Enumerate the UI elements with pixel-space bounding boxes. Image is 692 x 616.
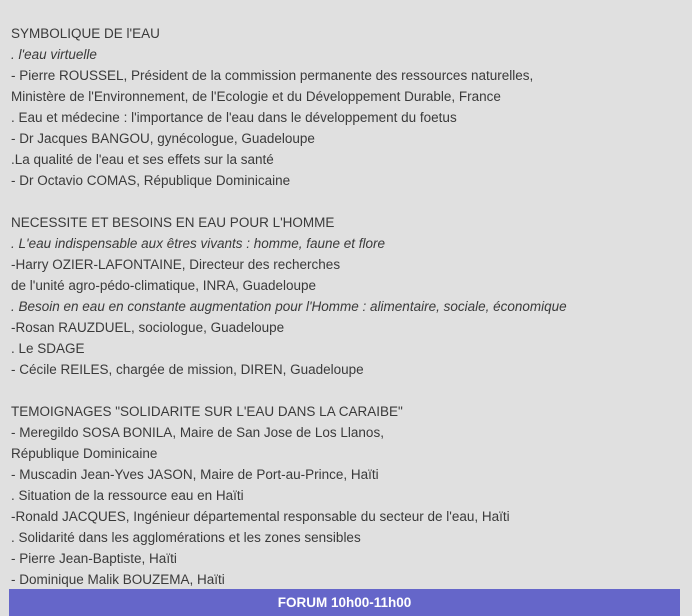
program-line: - Cécile REILES, chargée de mission, DIREN, Guadeloupe	[11, 362, 364, 377]
program-line: - Meregildo SOSA BONILA, Maire de San Jose de Los Llanos,	[11, 425, 384, 440]
section-heading: TEMOIGNAGES "SOLIDARITE SUR L'EAU DANS LA CARAIBE"	[11, 404, 403, 419]
program-line: - Pierre ROUSSEL, Président de la commission permanente des ressources naturelles,	[11, 68, 534, 83]
program-content	[11, 23, 681, 590]
program-line: - Muscadin Jean-Yves JASON, Maire de Port-au-Prince, Haïti	[11, 467, 379, 482]
program-line: . Eau et médecine : l'importance de l'eau dans le développement du foetus	[11, 110, 457, 125]
topic-line: . Besoin en eau en constante augmentation pour l'Homme : alimentaire, sociale, économique	[11, 299, 567, 314]
program-line: . Solidarité dans les agglomérations et les zones sensibles	[11, 530, 361, 545]
program-line: -Harry OZIER-LAFONTAINE, Directeur des recherches	[11, 257, 341, 272]
program-line: de l'unité agro-pédo-climatique, INRA, Guadeloupe	[11, 278, 317, 293]
program-line: -Rosan RAUZDUEL, sociologue, Guadeloupe	[11, 320, 285, 335]
program-line: .La qualité de l'eau et ses effets sur la santé	[11, 152, 274, 167]
program-line: République Dominicaine	[11, 446, 158, 461]
topic-line: . l'eau virtuelle	[11, 47, 97, 62]
section-spacer	[11, 380, 681, 401]
program-line: - Pierre Jean-Baptiste, Haïti	[11, 551, 177, 566]
program-line: . Le SDAGE	[11, 341, 85, 356]
topic-line: . L'eau indispensable aux êtres vivants : homme, faune et flore	[11, 236, 386, 251]
program-line: - Dr Octavio COMAS, République Dominicaine	[11, 173, 291, 188]
program-line: - Dr Jacques BANGOU, gynécologue, Guadeloupe	[11, 131, 315, 146]
program-section	[11, 401, 681, 590]
section-spacer	[11, 191, 681, 212]
section-heading: NECESSITE ET BESOINS EN EAU POUR L'HOMME	[11, 215, 335, 230]
program-line: -Ronald JACQUES, Ingénieur départemental responsable du secteur de l'eau, Haïti	[11, 509, 510, 524]
program-line: . Situation de la ressource eau en Haïti	[11, 488, 244, 503]
program-line: Ministère de l'Environnement, de l'Ecologie et du Développement Durable, France	[11, 89, 501, 104]
program-section	[11, 212, 681, 380]
program-line: - Dominique Malik BOUZEMA, Haïti	[11, 572, 225, 587]
forum-bar: FORUM 10h00-11h00	[9, 589, 680, 616]
section-heading: SYMBOLIQUE DE l'EAU	[11, 26, 160, 41]
program-section	[11, 23, 681, 191]
